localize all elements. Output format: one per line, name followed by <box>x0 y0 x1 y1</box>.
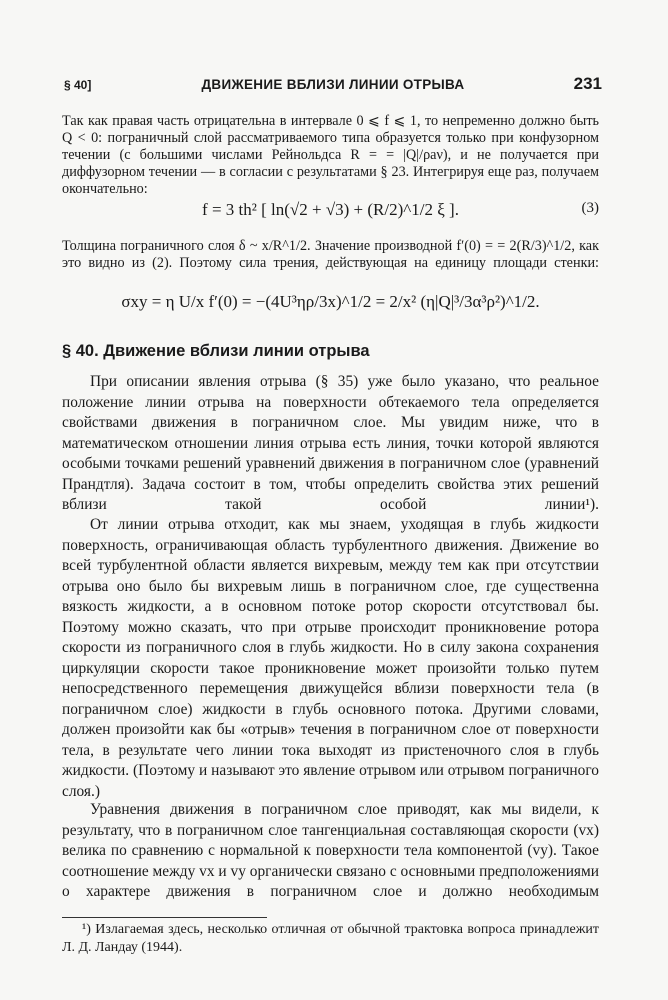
page-number: 231 <box>573 74 602 93</box>
section-paragraph-1: При описании явления отрыва (§ 35) уже было указано, что реальное положение линии отрыва на поверхности обтекаемого тела определяется свойствами движения в пограничном слое. Мы увидим ниже, что в математическом отношении линия отрыва есть линия, точки которой являются особыми точками решений уравнений движения в пограничном слое (уравнений Прандтля). Задача состоит в том, чтобы определить свойства этих решений вблизи такой особой линии¹). <box>62 373 599 513</box>
equation-3-body: f = 3 th² [ ln(√2 + √3) + (R/2)^1/2 ξ ]. <box>202 200 459 219</box>
equation-3 <box>62 200 599 220</box>
section-paragraph-2: От линии отрыва отходит, как мы знаем, уходящая в глубь жидкости поверхность, ограничивающая область турбулентного движения. Движение во всей турбулентной области является вихревым, между тем как при отсутствии отрыва оно было бы вихревым лишь в пограничном слое, где существенна вязкость жидкости, а в основном потоке ротор скорости отсутствовал бы. Поэтому можно сказать, что при отрыве происходит проникновение ротора скорости из пограничного слоя в глубь жидкости. Но в силу закона сохранения циркуляции скорости такое проникновение может произойти только путем непосредственного перемещения движущейся вблизи поверхности тела (в пограничном слое) жидкости в глубь основного потока. Другими словами, должен произойти как бы «отрыв» течения в пограничном слое от поверхности тела, в результате чего линии тока выходят из пристеночного слоя в глубь жидкости. (Поэтому и называют это явление отрывом или отрывом пограничного слоя.) <box>62 516 599 800</box>
footnote: ¹) Излагаемая здесь, несколько отличная от обычной трактовка вопроса принадлежит Л. Д. Ландау (1944). <box>62 922 599 955</box>
intro-paragraph-1: Так как правая часть отрицательна в интервале 0 ⩽ f ⩽ 1, то непременно должно быть Q < 0: пограничный слой рассматриваемого типа образуется только при конфузорном течении (с большими числами Рейнольдса R = = |Q|/ρaν), и не получается при диффузорном течении — в согласии с результатами § 23. Интегрируя еще раз, получаем окончательно: <box>62 113 599 197</box>
header-title: ДВИЖЕНИЕ ВБЛИЗИ ЛИНИИ ОТРЫВА <box>201 77 465 92</box>
equation-3-number: (3) <box>581 200 599 216</box>
section-title: § 40. Движение вблизи линии отрыва <box>62 342 370 360</box>
running-header <box>64 74 602 98</box>
intro-paragraph-2: Толщина пограничного слоя δ ~ x/R^1/2. Значение производной f′(0) = = 2(R/3)^1/2, как это видно из (2). Поэтому сила трения, действующая на единицу площади стенки: <box>62 238 599 271</box>
section-paragraph-3: Уравнения движения в пограничном слое приводят, как мы видели, к результату, что в пограничном слое тангенциальная составляющая скорости (vx) велика по сравнению с нормальной к поверхности тела компонентой (vy). Такое соотношение между vx и vy органически связано с основными предположениями о характере движения в пограничном слое и должно необходимым <box>62 801 599 900</box>
footnote-rule <box>62 917 267 918</box>
equation-sigma: σxy = η U/x f′(0) = −(4U³ηρ/3x)^1/2 = 2/x² (η|Q|³/3α³ρ²)^1/2. <box>121 292 540 311</box>
header-section: § 40] <box>64 78 92 92</box>
